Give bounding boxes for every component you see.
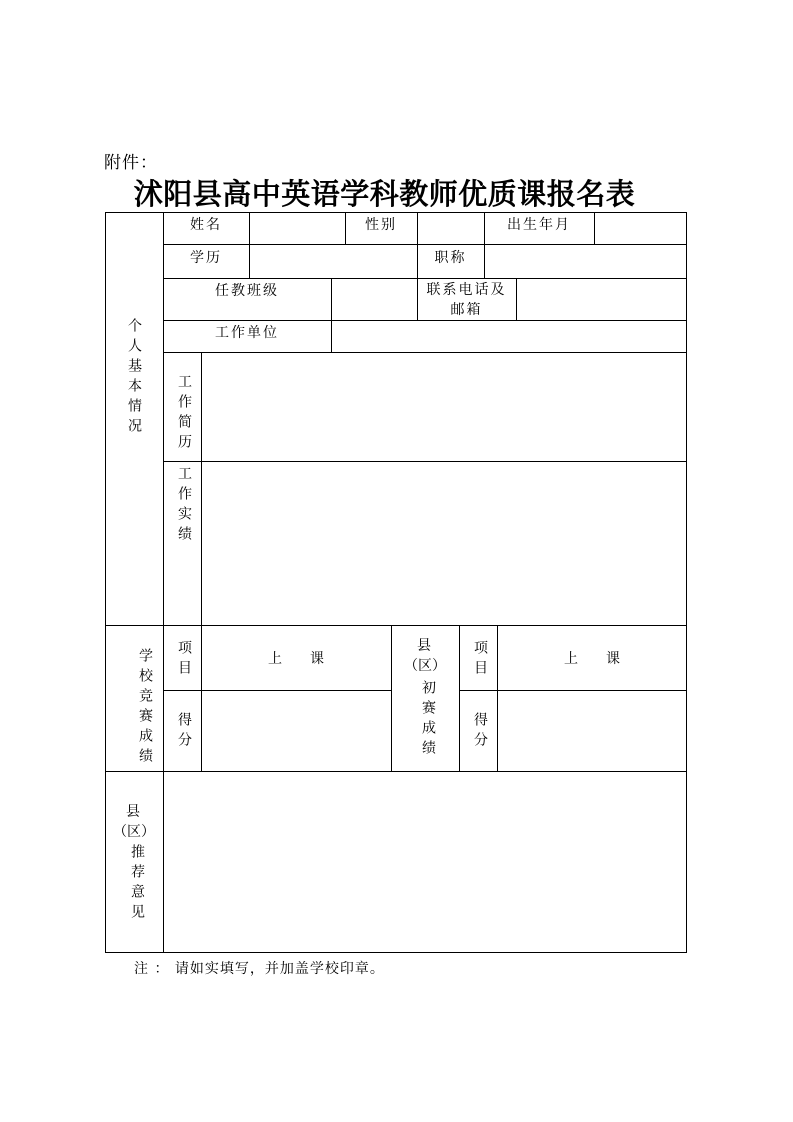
contact-label-line2: 邮箱	[450, 302, 483, 318]
resume-field[interactable]	[202, 352, 687, 461]
achievements-field[interactable]	[202, 461, 687, 625]
class-label: 任教班级	[215, 283, 279, 299]
title-rank-field[interactable]	[485, 244, 687, 278]
county-item-label: 项目	[472, 640, 488, 680]
birth-field[interactable]	[595, 212, 687, 244]
class-field[interactable]	[332, 278, 417, 320]
recommend-field[interactable]	[164, 772, 687, 952]
recommend-label-line2: （区）	[113, 824, 155, 840]
education-label: 学历	[190, 250, 222, 266]
county-score-label: 得分	[472, 712, 488, 752]
name-label: 姓名	[190, 217, 222, 233]
education-field[interactable]	[250, 244, 417, 278]
school-score-label: 得分	[176, 712, 192, 752]
recommend-label-line3: 推荐意见	[129, 844, 145, 924]
contact-label-line1: 联系电话及	[426, 282, 507, 298]
school-lesson-label: 上 课	[268, 651, 324, 667]
school-score-field[interactable]	[202, 691, 391, 771]
county-section-label-line2: （区）	[404, 658, 446, 674]
gender-label: 性别	[365, 217, 397, 233]
workplace-label: 工作单位	[215, 325, 279, 341]
county-score-field[interactable]	[498, 691, 687, 771]
county-section-label-line1: 县	[417, 638, 433, 654]
resume-label: 工作简历	[176, 374, 192, 454]
contact-field[interactable]	[517, 278, 687, 320]
workplace-field[interactable]	[332, 320, 687, 352]
school-section-label: 学校竞赛成绩	[137, 648, 153, 768]
achievements-label: 工作实绩	[176, 466, 192, 546]
name-field[interactable]	[250, 212, 345, 244]
attachment-label: 附件：	[104, 153, 158, 173]
gender-field[interactable]	[418, 212, 484, 244]
recommend-label-line1: 县	[126, 804, 142, 820]
school-item-label: 项目	[176, 640, 192, 680]
county-lesson-label: 上 课	[564, 651, 620, 667]
personal-section-label: 个人基本情况	[126, 318, 142, 438]
title-rank-label: 职称	[434, 250, 467, 266]
birth-label: 出生年月	[507, 217, 571, 233]
footer-note: 注 ： 请如实填写，并加盖学校印章。	[134, 961, 385, 977]
county-section-label-line3: 初赛成绩	[420, 680, 436, 760]
page-title: 沭阳县高中英语学科教师优质课报名表	[133, 177, 636, 211]
